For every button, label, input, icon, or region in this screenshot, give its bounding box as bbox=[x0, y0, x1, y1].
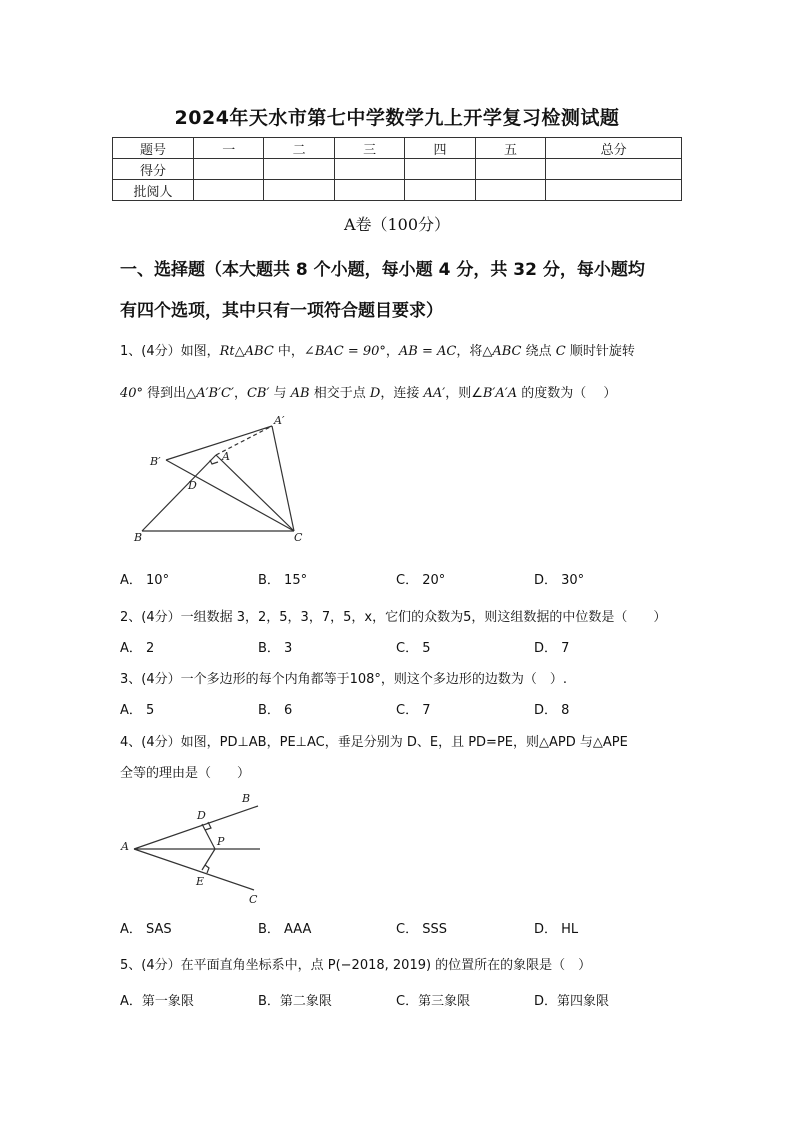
q2-option-c[interactable]: C． 5 bbox=[396, 641, 431, 656]
question-2: 2、(4分）一组数据 3，2，5，3，7，5，x，它们的众数为5，则这组数据的中位数是（ ） bbox=[120, 610, 667, 625]
q1-text: 中， bbox=[273, 344, 304, 359]
q1-math: CB′ bbox=[246, 386, 270, 401]
score-cell[interactable] bbox=[546, 159, 682, 180]
section-heading-line1: 一、选择题（本大题共 8 个小题，每小题 4 分，共 32 分，每小题均 bbox=[120, 260, 645, 280]
q1-option-d[interactable]: D． 30° bbox=[534, 573, 585, 588]
segment-b1a1 bbox=[166, 426, 272, 460]
label-b: B bbox=[242, 792, 251, 805]
q1-math: D bbox=[369, 386, 381, 401]
q1-math: B′A′A bbox=[482, 386, 518, 401]
q2-option-a[interactable]: A． 2 bbox=[120, 641, 155, 656]
q3-option-b[interactable]: B． 6 bbox=[258, 703, 293, 718]
score-table bbox=[112, 137, 682, 201]
q5-option-b[interactable]: B．第二象限 bbox=[258, 994, 332, 1009]
table-cell: 总分 bbox=[546, 138, 682, 159]
question-4-line1: 4、(4分）如图，PD⊥AB，PE⊥AC，垂足分别为 D、E，且 PD=PE，则△APD 与△APE bbox=[120, 735, 628, 750]
segment-pd bbox=[202, 824, 215, 849]
q1-text: ， bbox=[233, 386, 247, 401]
score-cell[interactable] bbox=[475, 180, 545, 201]
page-title: 2024年天水市第七中学数学九上开学复习检测试题 bbox=[174, 107, 620, 129]
label-d: D bbox=[197, 809, 206, 822]
q3-option-c[interactable]: C． 7 bbox=[396, 703, 431, 718]
label-a-prime: A′ bbox=[274, 414, 285, 427]
q1-math: 40° bbox=[120, 386, 144, 401]
q1-math: AB bbox=[290, 386, 310, 401]
section-heading-line2: 有四个选项，其中只有一项符合题目要求） bbox=[120, 301, 443, 321]
table-row bbox=[113, 159, 682, 180]
q1-option-b[interactable]: B． 15° bbox=[258, 573, 308, 588]
score-cell[interactable] bbox=[405, 159, 475, 180]
segment-a1c bbox=[272, 426, 294, 531]
label-a: A bbox=[222, 450, 230, 463]
ray-ab bbox=[134, 806, 258, 849]
q4-option-c[interactable]: C． SSS bbox=[396, 922, 447, 937]
table-cell: 五 bbox=[475, 138, 545, 159]
table-row bbox=[113, 180, 682, 201]
question-4-line2: 全等的理由是（ ） bbox=[120, 766, 251, 781]
q1-text: ，连接 bbox=[380, 386, 424, 401]
q4-option-a[interactable]: A． SAS bbox=[120, 922, 172, 937]
q1-text: 如图， bbox=[180, 344, 220, 359]
q1-text: 顺时针旋转 bbox=[565, 344, 635, 359]
table-cell: 四 bbox=[405, 138, 475, 159]
table-cell: 三 bbox=[334, 138, 404, 159]
right-angle-mark-e bbox=[205, 865, 209, 873]
q1-text: ，将△ bbox=[456, 344, 493, 359]
q2-option-d[interactable]: D． 7 bbox=[534, 641, 570, 656]
q5-option-a[interactable]: A．第一象限 bbox=[120, 994, 194, 1009]
q1-option-a[interactable]: A． 10° bbox=[120, 573, 170, 588]
q1-text: ，则∠ bbox=[445, 386, 483, 401]
q1-math: C bbox=[555, 344, 566, 359]
q3-option-d[interactable]: D． 8 bbox=[534, 703, 570, 718]
score-cell[interactable] bbox=[475, 159, 545, 180]
q1-math: ∠BAC = 90° bbox=[303, 344, 386, 359]
q1-text: 的度数为（ ） bbox=[517, 386, 617, 401]
label-d: D bbox=[188, 479, 197, 492]
table-cell: 二 bbox=[264, 138, 334, 159]
q1-option-c[interactable]: C． 20° bbox=[396, 573, 446, 588]
score-cell[interactable] bbox=[194, 159, 264, 180]
q5-option-d[interactable]: D．第四象限 bbox=[534, 994, 610, 1009]
label-c: C bbox=[294, 531, 303, 544]
score-cell[interactable] bbox=[194, 180, 264, 201]
ray-ac bbox=[134, 849, 254, 890]
paper-section-label: A卷（100分） bbox=[343, 215, 451, 234]
question-5: 5、(4分）在平面直角坐标系中，点 P(−2018, 2019) 的位置所在的象限是（ ） bbox=[120, 958, 592, 973]
question-1-figure bbox=[128, 410, 308, 545]
q1-text: 相交于点 bbox=[309, 386, 370, 401]
question-number: 1、(4分） bbox=[120, 344, 181, 359]
question-4-figure bbox=[118, 790, 264, 906]
q1-text: 与 bbox=[269, 386, 291, 401]
segment-ac bbox=[216, 455, 294, 531]
question-1-line1 bbox=[120, 340, 635, 359]
label-e: E bbox=[196, 875, 205, 888]
score-cell[interactable] bbox=[405, 180, 475, 201]
segment-b1c bbox=[166, 460, 294, 531]
score-cell[interactable] bbox=[334, 180, 404, 201]
score-cell[interactable] bbox=[334, 159, 404, 180]
table-cell: 题号 bbox=[113, 138, 194, 159]
segment-pe bbox=[202, 849, 215, 870]
score-cell[interactable] bbox=[264, 159, 334, 180]
q1-text: 绕点 bbox=[521, 344, 556, 359]
q1-text: 得到出△ bbox=[143, 386, 197, 401]
q5-option-c[interactable]: C．第三象限 bbox=[396, 994, 471, 1009]
question-3: 3、(4分）一个多边形的每个内角都等于108°，则这个多边形的边数为（ ）. bbox=[120, 672, 568, 687]
table-cell: 一 bbox=[194, 138, 264, 159]
q1-math: AB = AC bbox=[398, 344, 457, 359]
table-cell: 批阅人 bbox=[113, 180, 194, 201]
q1-math: A′B′C′ bbox=[196, 386, 234, 401]
q1-math: Rt△ABC bbox=[219, 344, 274, 359]
q1-math: ABC bbox=[492, 344, 522, 359]
score-cell[interactable] bbox=[264, 180, 334, 201]
label-b: B bbox=[134, 531, 143, 544]
label-p: P bbox=[217, 835, 225, 848]
score-cell[interactable] bbox=[546, 180, 682, 201]
label-b-prime: B′ bbox=[150, 455, 161, 468]
table-cell: 得分 bbox=[113, 159, 194, 180]
label-c: C bbox=[249, 893, 258, 906]
label-a: A bbox=[121, 840, 129, 853]
question-1-line2 bbox=[120, 382, 616, 401]
q3-option-a[interactable]: A． 5 bbox=[120, 703, 155, 718]
q1-text: ， bbox=[385, 344, 399, 359]
q1-math: AA′ bbox=[423, 386, 446, 401]
q4-option-b[interactable]: B． AAA bbox=[258, 922, 312, 937]
q4-option-d[interactable]: D． HL bbox=[534, 922, 579, 937]
table-row bbox=[113, 138, 682, 159]
q2-option-b[interactable]: B． 3 bbox=[258, 641, 293, 656]
